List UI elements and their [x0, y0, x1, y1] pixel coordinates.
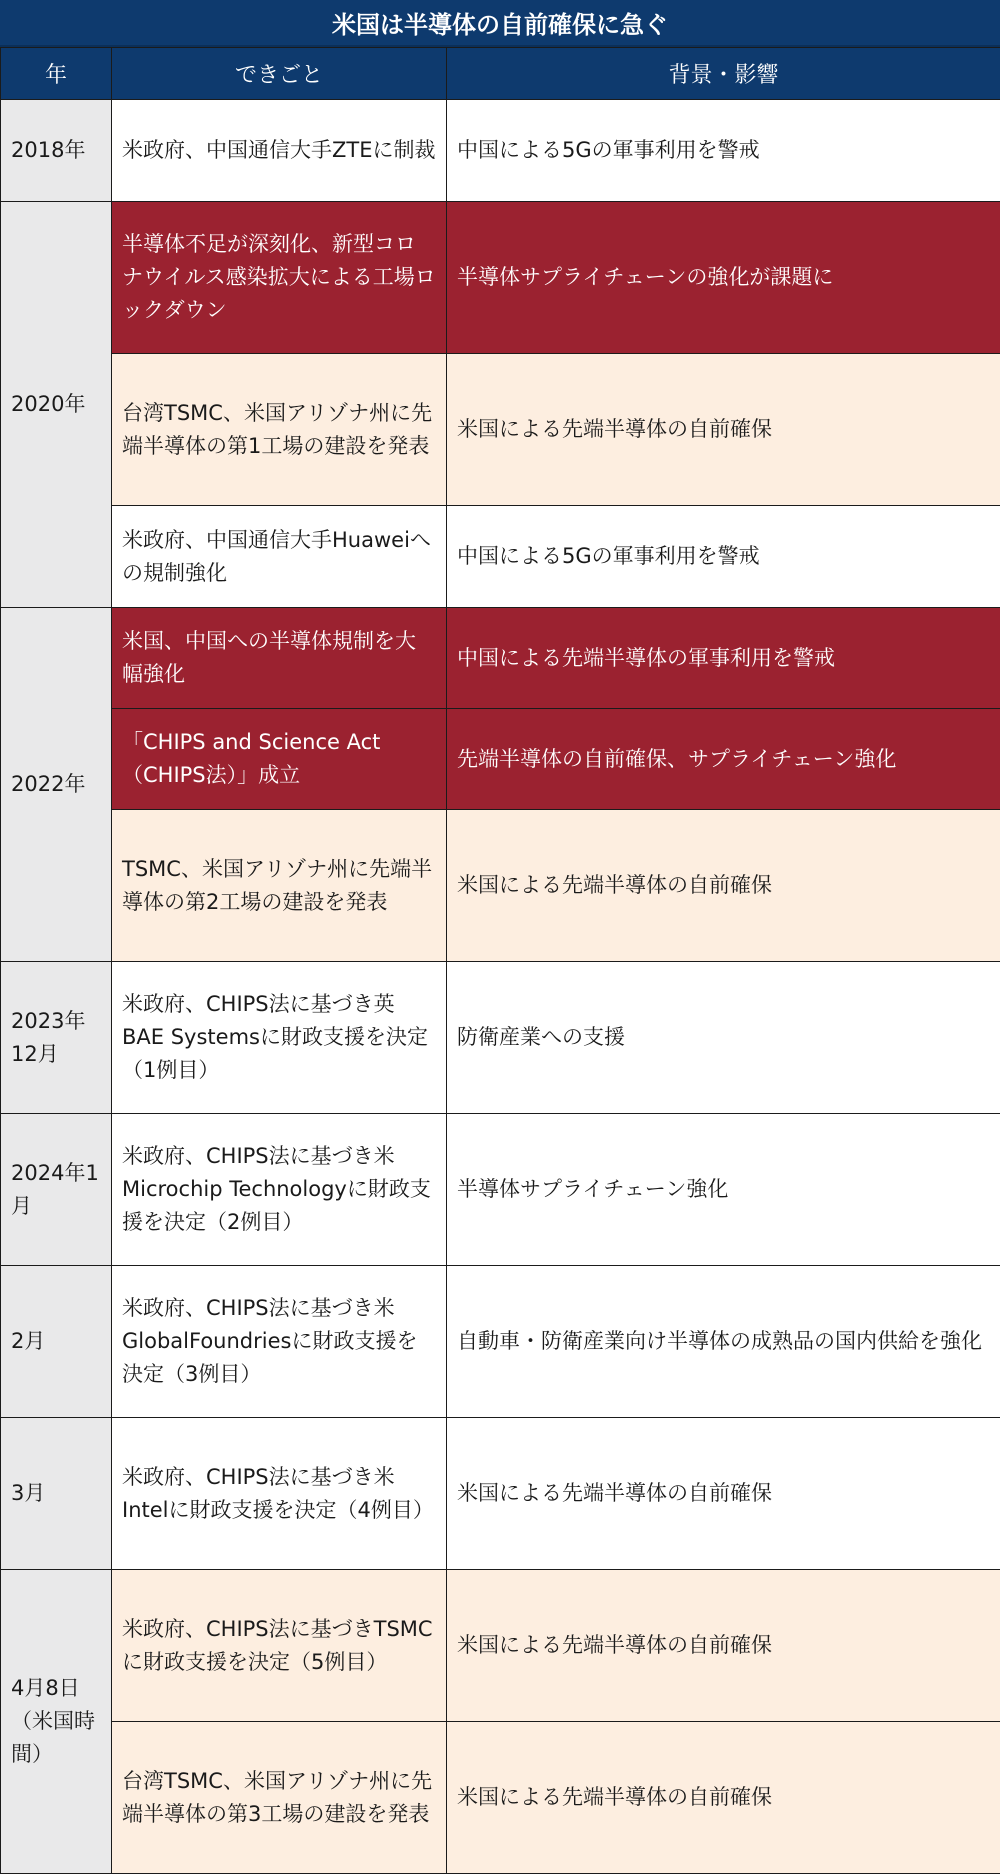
year-cell: 2024年1月	[1, 1114, 112, 1266]
event-cell: 米政府、中国通信大手Huaweiへの規制強化	[112, 506, 447, 608]
table-row	[1, 810, 1000, 962]
event-cell: 米政府、中国通信大手ZTEに制裁	[112, 100, 447, 202]
event-cell: 米政府、CHIPS法に基づき英BAE Systemsに財政支援を決定（1例目）	[112, 962, 447, 1114]
table-row	[1, 1418, 1000, 1570]
timeline-table	[0, 47, 1000, 1874]
background-cell: 米国による先端半導体の自前確保	[447, 810, 1000, 962]
table-row	[1, 506, 1000, 608]
background-cell: 防衛産業への支援	[447, 962, 1000, 1114]
year-cell: 2月	[1, 1266, 112, 1418]
table-row	[1, 709, 1000, 810]
header-background: 背景・影響	[447, 48, 1000, 100]
event-cell: 米国、中国への半導体規制を大幅強化	[112, 608, 447, 709]
background-cell: 米国による先端半導体の自前確保	[447, 354, 1000, 506]
header-event: できごと	[112, 48, 447, 100]
event-cell: 米政府、CHIPS法に基づき米Intelに財政支援を決定（4例目）	[112, 1418, 447, 1570]
event-cell: TSMC、米国アリゾナ州に先端半導体の第2工場の建設を発表	[112, 810, 447, 962]
background-cell: 自動車・防衛産業向け半導体の成熟品の国内供給を強化	[447, 1266, 1000, 1418]
header-year: 年	[1, 48, 112, 100]
table-row	[1, 962, 1000, 1114]
table-row	[1, 1570, 1000, 1722]
year-cell: 2023年12月	[1, 962, 112, 1114]
table-row	[1, 100, 1000, 202]
year-cell: 3月	[1, 1418, 112, 1570]
table-row	[1, 1722, 1000, 1874]
background-cell: 半導体サプライチェーンの強化が課題に	[447, 202, 1000, 354]
event-cell: 台湾TSMC、米国アリゾナ州に先端半導体の第1工場の建設を発表	[112, 354, 447, 506]
table-title: 米国は半導体の自前確保に急ぐ	[0, 0, 1000, 47]
header-row	[1, 48, 1000, 100]
event-cell: 半導体不足が深刻化、新型コロナウイルス感染拡大による工場ロックダウン	[112, 202, 447, 354]
background-cell: 米国による先端半導体の自前確保	[447, 1570, 1000, 1722]
event-cell: 台湾TSMC、米国アリゾナ州に先端半導体の第3工場の建設を発表	[112, 1722, 447, 1874]
table-row	[1, 1266, 1000, 1418]
table-row	[1, 354, 1000, 506]
background-cell: 中国による5Gの軍事利用を警戒	[447, 100, 1000, 202]
event-cell: 米政府、CHIPS法に基づきTSMCに財政支援を決定（5例目）	[112, 1570, 447, 1722]
table-row	[1, 608, 1000, 709]
year-cell: 2018年	[1, 100, 112, 202]
background-cell: 先端半導体の自前確保、サプライチェーン強化	[447, 709, 1000, 810]
year-cell: 2022年	[1, 608, 112, 962]
background-cell: 半導体サプライチェーン強化	[447, 1114, 1000, 1266]
event-cell: 米政府、CHIPS法に基づき米GlobalFoundriesに財政支援を決定（3例目）	[112, 1266, 447, 1418]
event-cell: 米政府、CHIPS法に基づき米Microchip Technologyに財政支援を決定（2例目）	[112, 1114, 447, 1266]
table-row	[1, 1114, 1000, 1266]
background-cell: 米国による先端半導体の自前確保	[447, 1418, 1000, 1570]
year-cell: 4月8日（米国時間）	[1, 1570, 112, 1874]
event-cell: 「CHIPS and Science Act（CHIPS法）」成立	[112, 709, 447, 810]
year-cell: 2020年	[1, 202, 112, 608]
background-cell: 中国による5Gの軍事利用を警戒	[447, 506, 1000, 608]
background-cell: 中国による先端半導体の軍事利用を警戒	[447, 608, 1000, 709]
table-row	[1, 202, 1000, 354]
background-cell: 米国による先端半導体の自前確保	[447, 1722, 1000, 1874]
